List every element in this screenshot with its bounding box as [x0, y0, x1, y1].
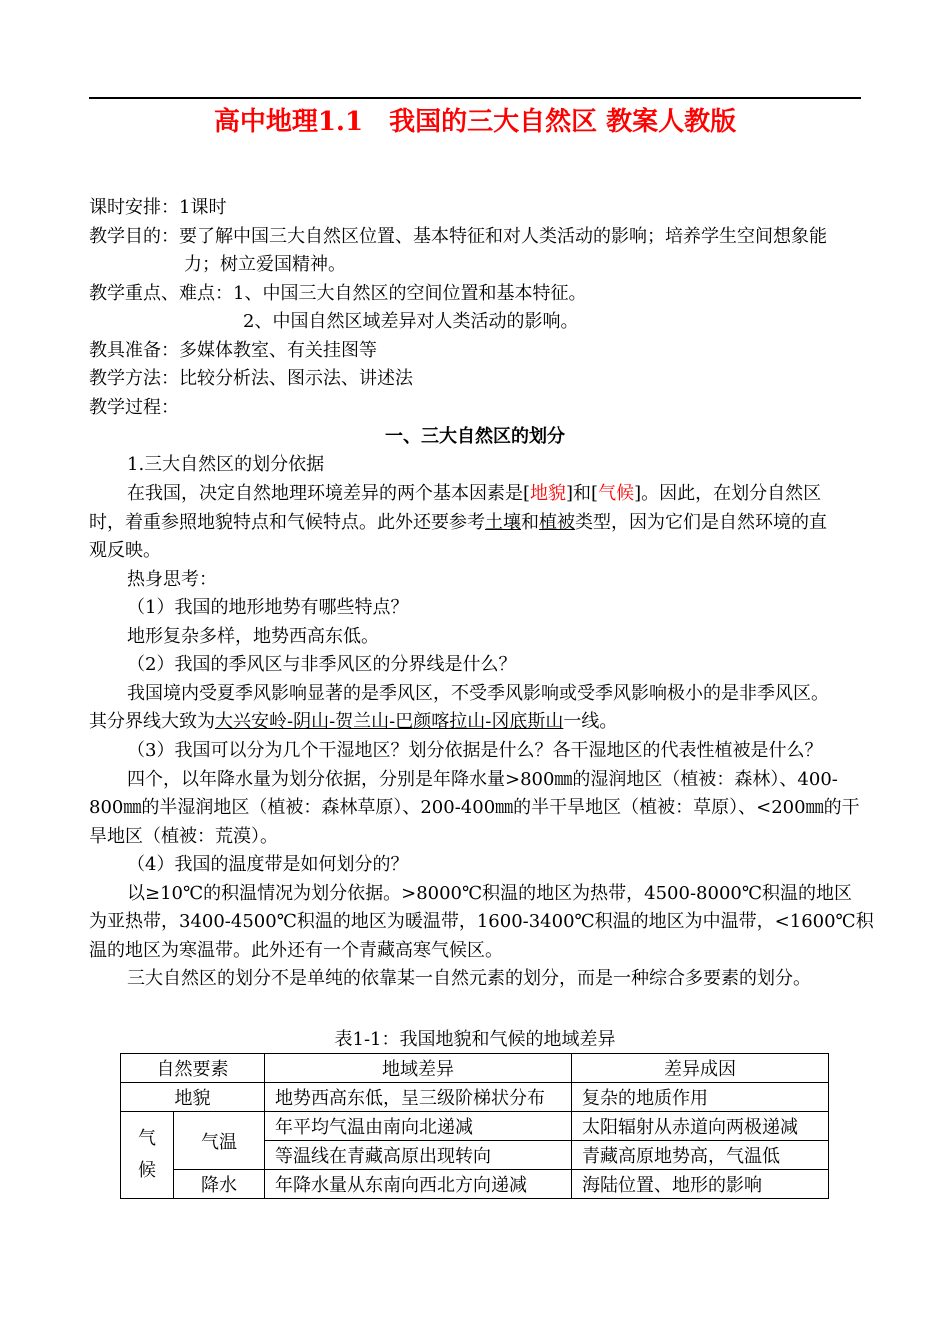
text-span: 时，着重参照地貌特点和气候特点。此外还要参考 [89, 512, 485, 533]
warmup-label: 热身思考： [127, 569, 217, 590]
answer-2-line1: 我国境内受夏季风影响显著的是季风区，不受季风影响或受季风影响极小的是非季风区。 [127, 683, 829, 704]
table-cell: 海陆位置、地形的影响 [572, 1170, 829, 1199]
text-span: 在我国，决定自然地理环境差异的两个基本因素是[ [127, 483, 531, 504]
table-cell: 青藏高原地势高，气温低 [572, 1141, 829, 1170]
para1-line1 [127, 481, 821, 507]
header-rule [89, 97, 861, 99]
text-span: 和 [521, 512, 539, 533]
table-row [121, 1083, 829, 1112]
text-span: ]。因此，在划分自然区 [634, 483, 822, 504]
text-span: 其分界线大致为 [89, 711, 215, 732]
question-2: （2）我国的季风区与非季风区的分界线是什么？ [127, 654, 517, 675]
answer-4-line3: 温的地区为寒温带。此外还有一个青藏高寒气候区。 [89, 940, 503, 961]
goal-line-cont: 力；树立爱国精神。 [184, 254, 346, 275]
para1-line3: 观反映。 [89, 540, 161, 561]
table-header: 自然要素 [121, 1054, 265, 1083]
schedule-line: 课时安排：1课时 [89, 197, 227, 218]
table-row [121, 1112, 829, 1141]
answer-1: 地形复杂多样，地势西高东低。 [127, 626, 379, 647]
answer-2-line2 [89, 709, 617, 735]
table-caption: 表1-1：我国地貌和气候的地域差异 [334, 1029, 616, 1050]
keyword-climate: 气候 [598, 483, 635, 504]
question-4: （4）我国的温度带是如何划分的？ [127, 854, 409, 875]
table-cell: 年降水量从东南向西北方向递减 [265, 1170, 572, 1199]
table-cell-climate [121, 1112, 174, 1199]
summary-line: 三大自然区的划分不是单纯的依靠某一自然元素的划分，而是一种综合多要素的划分。 [127, 968, 811, 989]
table-cell: 太阳辐射从赤道向两极递减 [572, 1112, 829, 1141]
monsoon-boundary: 大兴安岭-阴山-贺兰山-巴颜喀拉山-冈底斯山 [215, 711, 564, 732]
tools-line: 教具准备：多媒体教室、有关挂图等 [89, 340, 377, 361]
para1-line2 [89, 510, 827, 536]
focus-line-cont: 2、中国自然区域差异对人类活动的影响。 [243, 311, 579, 332]
process-line: 教学过程： [89, 397, 179, 418]
section-heading: 一、三大自然区的划分 [385, 426, 565, 447]
focus-line: 教学重点、难点：1、中国三大自然区的空间位置和基本特征。 [89, 283, 587, 304]
table-cell: 等温线在青藏高原出现转向 [265, 1141, 572, 1170]
table-cell: 降水 [174, 1170, 265, 1199]
table-cell: 年平均气温由南向北递减 [265, 1112, 572, 1141]
keyword-landform: 地貌 [530, 483, 567, 504]
method-line: 教学方法：比较分析法、图示法、讲述法 [89, 368, 413, 389]
question-3: （3）我国可以分为几个干湿地区？划分依据是什么？各干湿地区的代表性植被是什么？ [127, 740, 823, 761]
table-cell: 地势西高东低，呈三级阶梯状分布 [265, 1083, 572, 1112]
text-span: 类型，因为它们是自然环境的直 [575, 512, 827, 533]
table-cell: 复杂的地质作用 [572, 1083, 829, 1112]
answer-4-line1: 以≥10℃的积温情况为划分依据。>8000℃积温的地区为热带，4500-8000℃积温的地区 [127, 883, 852, 904]
text-span: 一线。 [563, 711, 618, 732]
answer-3-line2: 800㎜的半湿润地区（植被：森林草原）、200-400㎜的半干旱地区（植被：草原）、<200㎜的干 [89, 797, 860, 818]
geo-table [120, 1053, 829, 1199]
text-span: 候 [138, 1160, 156, 1181]
table-header: 差异成因 [572, 1054, 829, 1083]
answer-3-line1: 四个，以年降水量为划分依据，分别是年降水量>800㎜的湿润地区（植被：森林）、400- [127, 769, 838, 790]
table-row [121, 1170, 829, 1199]
table-header: 地域差异 [265, 1054, 572, 1083]
goal-line: 教学目的：要了解中国三大自然区位置、基本特征和对人类活动的影响；培养学生空间想象能 [89, 226, 827, 247]
sub-heading: 1.三大自然区的划分依据 [127, 454, 325, 475]
keyword-vegetation: 植被 [539, 512, 575, 533]
answer-4-line2: 为亚热带，3400-4500℃积温的地区为暖温带，1600-3400℃积温的地区为中温带，<1600℃积 [89, 911, 874, 932]
keyword-soil: 土壤 [485, 512, 521, 533]
table-cell: 地貌 [121, 1083, 265, 1112]
question-1: （1）我国的地形地势有哪些特点？ [127, 597, 409, 618]
answer-3-line3: 旱地区（植被：荒漠）。 [89, 826, 278, 847]
table-header-row [121, 1054, 829, 1083]
text-span: ]和[ [566, 483, 599, 504]
page-title: 高中地理1.1 我国的三大自然区 教案人教版 [213, 107, 737, 137]
table-cell: 气温 [174, 1112, 265, 1170]
text-span: 气 [138, 1128, 156, 1149]
